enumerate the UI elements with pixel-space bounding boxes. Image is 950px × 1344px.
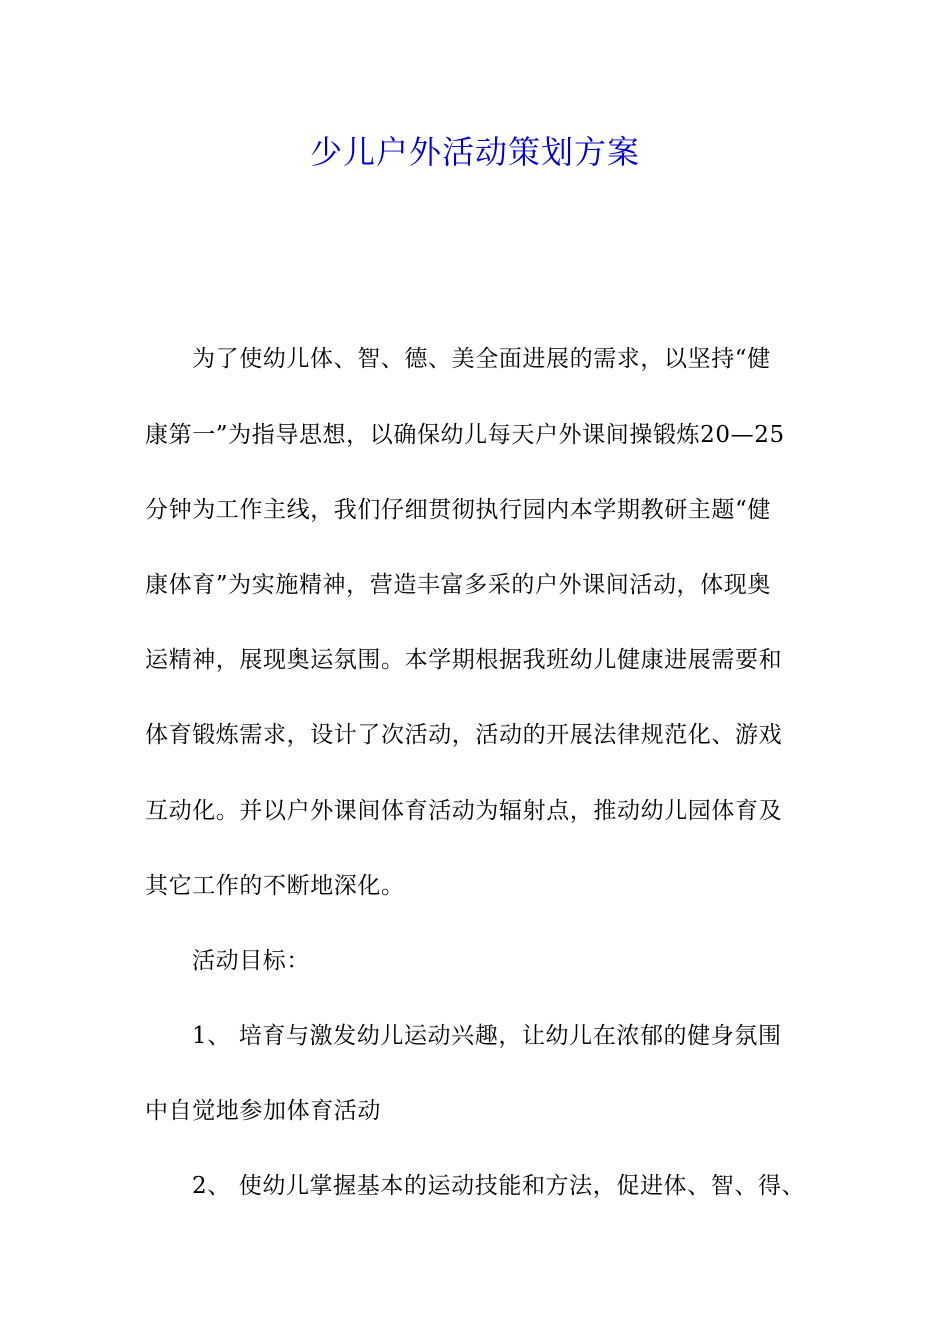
paragraph-line: 康体育”为实施精神，营造丰富多采的户外课间活动，体现奥 [145,572,771,598]
list-item-continuation: 中自觉地参加体育活动 [145,1098,381,1124]
paragraph-line: 为了使幼儿体、智、德、美全面进展的需求，以坚持“健 [192,346,771,372]
section-heading: 活动目标： [192,948,310,974]
paragraph-line: 其它工作的不断地深化。 [145,873,405,899]
paragraph-line: 体育锻炼需求，设计了次活动，活动的开展法律规范化、游戏 [145,722,783,748]
list-item: 2、 使幼儿掌握基本的运动技能和方法，促进体、智、得、 [192,1173,806,1199]
document-title: 少儿户外活动策划方案 [309,133,640,171]
list-item: 1、 培育与激发幼儿运动兴趣，让幼儿在浓郁的健身氛围 [192,1023,782,1049]
paragraph-line: 康第一”为指导思想，以确保幼儿每天户外课间操锻炼20—25 [145,422,785,448]
paragraph-line: 互动化。并以户外课间体育活动为辐射点，推动幼儿园体育及 [145,798,783,824]
paragraph-line: 分钟为工作主线，我们仔细贯彻执行园内本学期教研主题“健 [145,497,771,523]
paragraph-line: 运精神，展现奥运氛围。本学期根据我班幼儿健康进展需要和 [145,647,783,673]
